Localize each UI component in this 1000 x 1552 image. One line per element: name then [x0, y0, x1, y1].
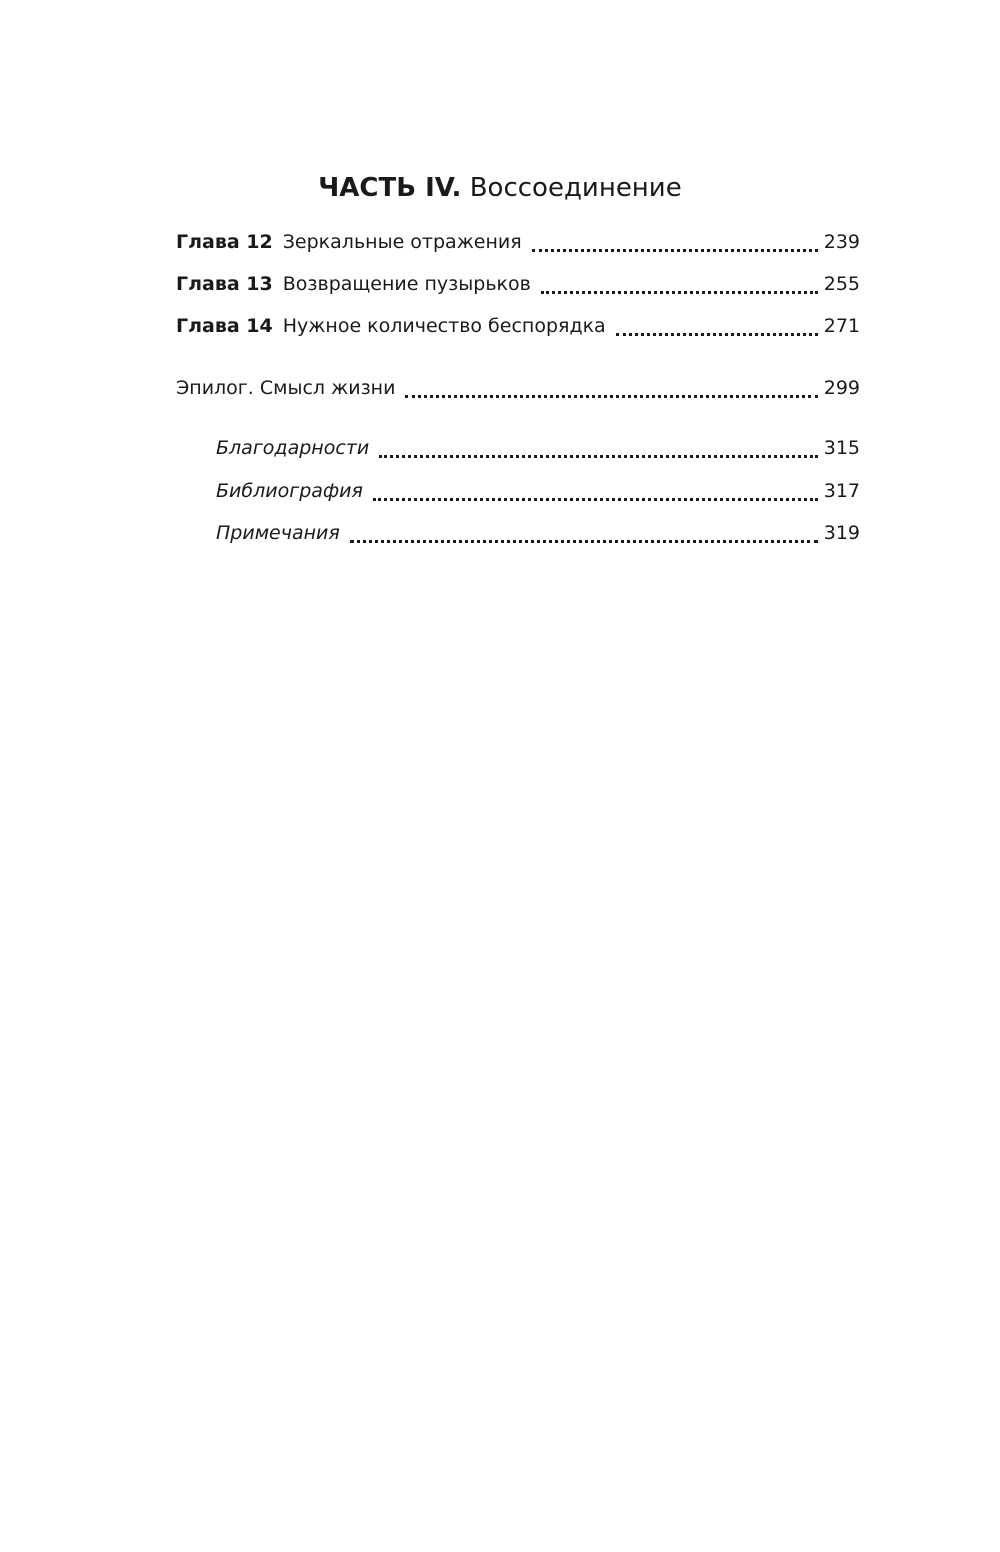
chapter-title: Возвращение пузырьков [282, 273, 531, 295]
toc-entry-chapter-14[interactable] [176, 309, 860, 343]
part-heading [0, 168, 1000, 208]
page-number: 315 [823, 437, 860, 459]
back-matter-title: Библиография [216, 480, 363, 502]
dot-leader [532, 249, 818, 252]
page-number: 317 [823, 480, 860, 502]
part-title: Воссоединение [469, 173, 682, 203]
dot-leader [373, 498, 818, 501]
page-number: 299 [823, 377, 860, 399]
back-matter-title: Примечания [216, 522, 340, 544]
epilogue-title: Эпилог. Смысл жизни [176, 377, 396, 399]
part-label: ЧАСТЬ IV. [318, 173, 462, 203]
page-number: 271 [823, 315, 860, 337]
chapter-label: Глава 13 [176, 273, 273, 295]
toc-entry-notes[interactable] [216, 516, 860, 550]
dot-leader [541, 291, 818, 294]
chapter-label: Глава 14 [176, 315, 273, 337]
toc-entry-chapter-12[interactable] [176, 225, 860, 259]
chapter-title: Нужное количество беспорядка [282, 315, 606, 337]
dot-leader [616, 333, 818, 336]
toc-entry-chapter-13[interactable] [176, 267, 860, 301]
dot-leader [350, 540, 818, 543]
back-matter-title: Благодарности [216, 437, 370, 459]
dot-leader [405, 395, 817, 398]
chapter-title: Зеркальные отражения [282, 231, 522, 253]
toc-entry-acknowledgements[interactable] [216, 431, 860, 465]
page-number: 239 [823, 231, 860, 253]
page-number: 255 [823, 273, 860, 295]
toc-entry-bibliography[interactable] [216, 474, 860, 508]
dot-leader [379, 455, 818, 458]
chapter-label: Глава 12 [176, 231, 273, 253]
toc-entry-epilogue[interactable] [176, 371, 860, 405]
page-number: 319 [823, 522, 860, 544]
